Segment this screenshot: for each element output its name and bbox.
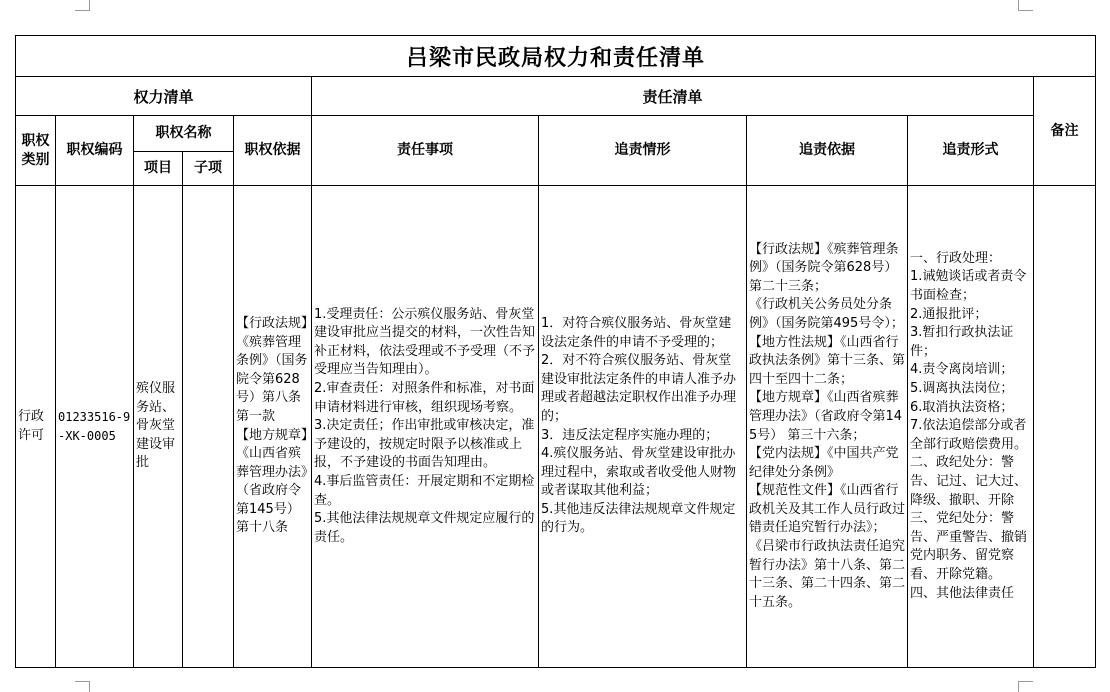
row-remark: [1034, 186, 1096, 668]
row-accountability-forms: 一、行政处理： 1.诫勉谈话或者责令书面检查； 2.通报批评； 3.暂扣行政执法证件； 4.责令离岗培训； 5.调离执法岗位； 6.取消执法资格； 7.依法追偿部分或者全部行政赔偿费用。 二、政纪处分：警告、记过、记大过、降级、撤职、开除 三、党纪处分：警告、严重警告、撤销党内职务、留党察看、开除党籍。 四、其他法律责任: [908, 186, 1034, 668]
name-header: 职权名称: [134, 116, 234, 152]
accountability-basis-header: 追责依据: [747, 116, 908, 186]
row-duty-items: 1.受理责任：公示殡仪服务站、骨灰堂建设审批应当提交的材料，一次性告知补正材料，依法受理或不予受理（不予受理应当告知理由）。 2.审查责任：对照条件和标准，对书面申请材料进行审核，组织现场考察。 3.决定责任；作出审批或审核决定，准予建设的，按规定时限予以核准或上报，不予建设的书面告知理由。 4.事后监管责任：开展定期和不定期检查。 5.其他法律法规规章文件规定应履行的责任。: [312, 186, 539, 668]
row-accountability-basis: 【行政法规】《殡葬管理条例》（国务院令第628号）第二十三条； 《行政机关公务员处分条例》（国务院第495号令）； 【地方性法规】《山西省行政执法条例》第十三条、第四十至四十二条； 【地方规章】《山西省殡葬管理办法》（省政府令第145号） 第三十六条； 【党内法规】《中国共产党纪律处分条例》 【规范性文件】《山西省行政机关及其工作人员行政过错责任追究暂行办法》； 《吕梁市行政执法责任追究暂行办法》第十八条、第二十三条、第二十四条、第二十五条。: [747, 186, 908, 668]
accountability-cases-header: 追责情形: [539, 116, 747, 186]
row-code: 01233516-9-XK-0005: [56, 186, 134, 668]
accountability-forms-header: 追责形式: [908, 116, 1034, 186]
duty-items-header: 责任事项: [312, 116, 539, 186]
subitem-header: 子项: [183, 152, 234, 186]
page-corner-mark: [75, 0, 90, 11]
row-category: 行政许可: [16, 186, 56, 668]
item-header: 项目: [134, 152, 183, 186]
row-subitem: [183, 186, 234, 668]
page-title: 吕梁市民政局权力和责任清单: [16, 36, 1096, 77]
row-accountability-cases: 1．对符合殡仪服务站、骨灰堂建设法定条件的申请不予受理的； 2．对不符合殡仪服务站、骨灰堂建设审批法定条件的申请人准予办理或者超越法定职权作出准予办理的； 3．违反法定程序实施办理的； 4.殡仪服务站、骨灰堂建设审批办理过程中，索取或者收受他人财物或者谋取其他利益； 5.其他违反法律法规规章文件规定的行为。: [539, 186, 747, 668]
remark-header: 备注: [1034, 77, 1096, 186]
category-header: 职权类别: [16, 116, 56, 186]
basis-header: 职权依据: [234, 116, 312, 186]
duty-list-header: 责任清单: [312, 77, 1034, 116]
page-corner-mark: [75, 681, 90, 692]
power-responsibility-table: [15, 35, 1096, 668]
code-header: 职权编码: [56, 116, 134, 186]
row-basis: 【行政法规】《殡葬管理条例》（国务院令第628号）第八条 第一款 【地方规章】《山西省殡葬管理办法》（省政府令第145号）第十八条: [234, 186, 312, 668]
power-list-header: 权力清单: [16, 77, 312, 116]
row-item: 殡仪服务站、骨灰堂建设审批: [134, 186, 183, 668]
page-corner-mark: [1018, 0, 1033, 11]
table-row: [16, 186, 1096, 668]
page-corner-mark: [1018, 681, 1033, 692]
